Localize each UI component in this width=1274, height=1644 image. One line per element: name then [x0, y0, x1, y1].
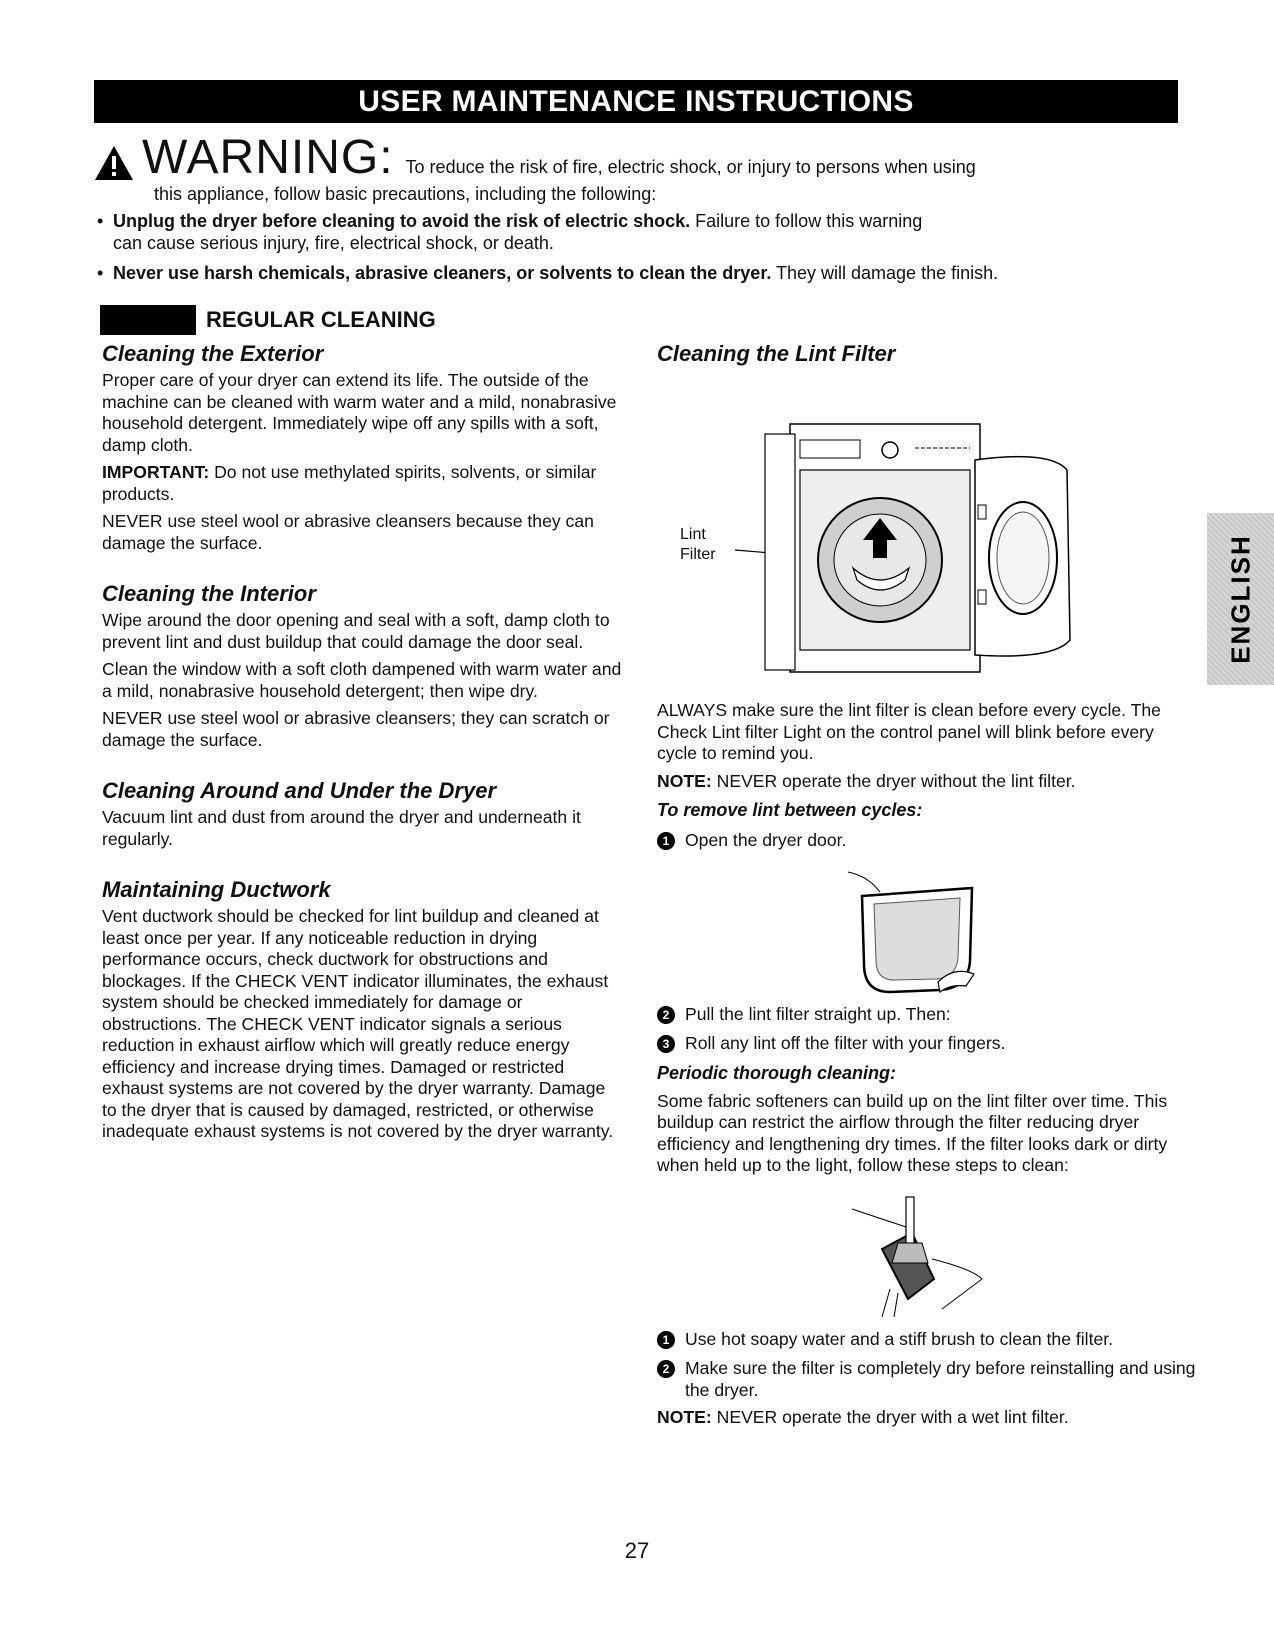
section-heading: REGULAR CLEANING: [100, 305, 436, 335]
lint-paragraph: ALWAYS make sure the lint filter is clean before every cycle. The Check Lint filter Light on the control panel will blink before every cycle to remind you.: [657, 700, 1161, 763]
warning-triangle-icon: [94, 144, 134, 182]
step-item: 1 Open the dryer door.: [657, 830, 1197, 852]
ductwork-paragraph: Vent ductwork should be checked for lint buildup and cleaned at least once per year. If any noticeable reduction in drying performance occurs, check ductwork for obstructions and blockages. If the CHECK VENT indicator illuminates, the exhaust system should be checked immediately for damage or obstructions. The CHECK VENT indicator signals a serious reduction in exhaust airflow which will greatly reduce energy efficiency and increase drying times. Damaged or restricted exhaust systems are not covered by the dryer warranty. Damage to the dryer that is caused by damaged, restricted, or otherwise inadequate exhaust systems is not covered by the dryer warranty.: [102, 906, 614, 1141]
bullet-item: • Never use harsh chemicals, abrasive cleaners, or solvents to clean the dryer. They will damage the finish.: [97, 262, 1197, 284]
warning-block: [94, 131, 1184, 205]
lint-heading: Cleaning the Lint Filter: [657, 341, 896, 366]
page-number: 27: [624, 1538, 650, 1563]
brush-cleaning-illustration: [842, 1189, 992, 1319]
around-paragraph: Vacuum lint and dust from around the dryer and underneath it regularly.: [102, 807, 581, 849]
step-item: 2 Pull the lint filter straight up. Then:: [657, 1004, 1197, 1026]
dryer-illustration: [675, 410, 1095, 690]
step-number: 1: [657, 1331, 675, 1349]
exterior-warning: NEVER use steel wool or abrasive cleansers because they can damage the surface.: [102, 511, 594, 553]
warning-bullets: [97, 210, 1197, 292]
around-heading: Cleaning Around and Under the Dryer: [102, 778, 497, 803]
step-number: 2: [657, 1006, 675, 1024]
lint-filter-illustration: [842, 866, 992, 996]
interior-paragraph: Clean the window with a soft cloth dampened with warm water and a mild, nonabrasive household detergent; then wipe dry.: [102, 659, 622, 701]
step-number: 2: [657, 1360, 675, 1378]
periodic-heading: Periodic thorough cleaning:: [657, 1062, 897, 1083]
lint-filter-label: Lint Filter: [680, 526, 716, 563]
language-tab: ENGLISH: [1207, 513, 1274, 685]
step-number: 1: [657, 832, 675, 850]
step-item: 1 Use hot soapy water and a stiff brush to clean the filter.: [657, 1329, 1197, 1351]
warning-text: To reduce the risk of fire, electric shock, or injury to persons when using: [405, 157, 976, 177]
important-paragraph: IMPORTANT: Do not use methylated spirits, solvents, or similar products.: [102, 462, 597, 504]
ductwork-heading: Maintaining Ductwork: [102, 877, 331, 902]
exterior-paragraph: Proper care of your dryer can extend its life. The outside of the machine can be cleaned with warm water and a mild, nonabrasive household detergent. Immediately wipe off any spills with a soft, damp cloth.: [102, 370, 617, 455]
lint-note: NOTE: NEVER operate the dryer without the lint filter.: [657, 770, 1076, 791]
interior-paragraph: NEVER use steel wool or abrasive cleansers; they can scratch or damage the surface.: [102, 708, 610, 750]
page-header: USER MAINTENANCE INSTRUCTIONS: [94, 80, 1178, 123]
bullet-item: • Unplug the dryer before cleaning to avoid the risk of electric shock. Failure to follow this warning can cause serious injury, fire, electrical shock, or death.: [97, 210, 1197, 254]
remove-heading: To remove lint between cycles:: [657, 800, 923, 820]
exterior-heading: Cleaning the Exterior: [102, 341, 324, 366]
section-marker: [100, 305, 196, 335]
warning-word: WARNING:: [142, 131, 394, 184]
interior-paragraph: Wipe around the door opening and seal with a soft, damp cloth to prevent lint and dust buildup that could damage the door seal.: [102, 610, 610, 652]
left-column: [102, 340, 622, 1143]
step-item: 3 Roll any lint off the filter with your fingers.: [657, 1033, 1197, 1055]
step-number: 3: [657, 1035, 675, 1053]
periodic-paragraph: Some fabric softeners can build up on the lint filter over time. This buildup can restrict the airflow through the filter reducing dryer efficiency and lengthening dry times. If the filter looks dark or dirty when held up to the light, follow these steps to clean:: [657, 1090, 1168, 1175]
step-item: 2 Make sure the filter is completely dry before reinstalling and using the dryer.: [657, 1358, 1197, 1401]
interior-heading: Cleaning the Interior: [102, 581, 316, 606]
lint-note-2: NOTE: NEVER operate the dryer with a wet lint filter.: [657, 1407, 1069, 1427]
warning-text-cont: this appliance, follow basic precautions, including the following:: [154, 184, 657, 204]
